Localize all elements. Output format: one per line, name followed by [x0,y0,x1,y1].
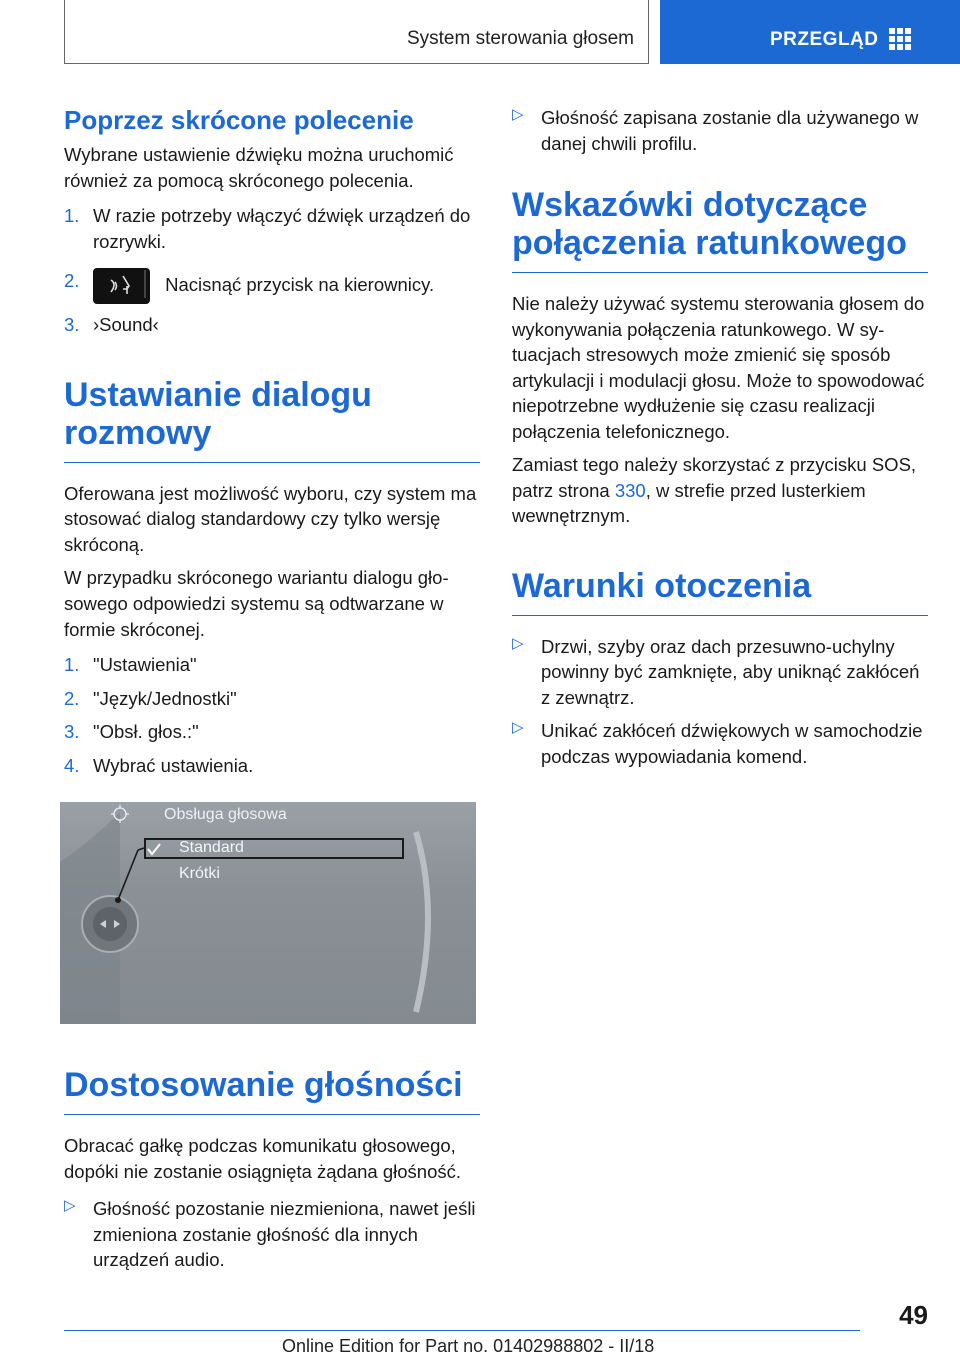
triangle-bullet-icon: ▷ [512,719,524,737]
profile-bullets [512,105,928,156]
shortcut-steps [64,203,480,338]
dialog-heading-block [64,376,480,463]
step-text: Wybrać ustawienia. [93,754,254,776]
step-item [64,652,480,678]
bullet-item [512,634,928,711]
bullet-text: Głośność zapisana zostanie dla używanego w danej chwili profilu. [541,107,919,154]
emergency-heading-block [512,186,928,273]
emergency-para-2-start: Zamiast tego należy skorzystać z przycisku SOS, patrz strona [512,454,917,501]
step-number: 2. [64,270,80,292]
step-text: "Obsł. głos.:" [93,721,199,743]
step-number: 1. [64,654,80,676]
emergency-heading: Wskazówki dotyczące połączenia ratunkowego [512,186,928,273]
overview-tab-label: PRZEGLĄD [770,29,879,50]
bullet-text: Unikać zakłóceń dźwiękowych w samochodzie podczas wypowiadania komend. [541,720,923,767]
step-item [64,719,480,745]
controller-graphic [60,802,476,1024]
bullet-item [512,718,928,769]
idrive-screen-image [60,802,476,1024]
step-item [64,686,480,712]
step-number: 1. [64,205,80,227]
page-number: 49 [899,1300,928,1330]
overview-tab[interactable] [660,0,960,64]
step-text: W razie potrzeby włączyć dźwięk urządzeń do rozrywki. [93,205,471,252]
triangle-bullet-icon: ▷ [512,106,524,123]
dialog-heading: Ustawianie dialogu rozmowy [64,376,480,463]
voice-button-icon [93,268,150,304]
bullet-item [64,1196,480,1273]
option-short: Krótki [179,865,220,883]
step-number: 2. [64,687,80,709]
bullet-text: Głośność pozostanie niezmieniona, nawet jeśli zmieniona zostanie głośność dla innych urządzeń audio. [93,1198,476,1271]
bullet-item [512,105,928,156]
step-text: Nacisnąć przycisk na kierownicy. [165,274,435,296]
volume-para: Obracać gałkę podczas komunikatu głosowego, dopóki nie zostanie osiągnięta żądana głośność. [64,1135,462,1182]
page-link[interactable]: 330 [614,479,646,501]
emergency-para-1: Nie należy używać systemu sterowania głosem do wykonywania połączenia ratunkowego. W sytuacjach stresowych może zmienić się sposób artykulacji i modulacji głosu. Może to spowodować niepotrzebne wydłużenie się czasu realizacji połączenia telefonicznego. [512,293,925,442]
footer-divider [64,1330,860,1331]
volume-heading: Dostosowanie głośności [64,1066,480,1115]
grid-icon [889,28,911,50]
step-number: 4. [64,754,80,776]
dialog-para-1: Oferowana jest możliwość wyboru, czy system ma stosować dialog standardowy czy tylko wersję skróconą. [64,482,477,555]
step-item [64,312,480,338]
dialog-para-2: W przypadku skróconego wariantu dialogu głosowego odpowiedzi systemu są odtwarzane w formie skróconej. [64,567,449,640]
step-text: "Ustawienia" [93,654,197,676]
conditions-heading: Warunki otoczenia [512,567,928,616]
section-title: System sterowania głosem [406,28,634,49]
step-number: 3. [64,721,80,743]
option-standard: Standard [179,839,244,857]
bullet-text: Drzwi, szyby oraz dach przesuwno-uchylny powinny być zamknięte, aby uniknąć zakłóceń z zewnątrz. [541,635,920,708]
step-item [64,268,480,304]
volume-bullets [64,1196,480,1273]
step-item [64,753,480,779]
step-item [64,203,480,254]
header-section-box [64,0,649,64]
triangle-bullet-icon: ▷ [64,1197,76,1215]
triangle-bullet-icon: ▷ [512,634,524,652]
dialog-steps [64,652,480,778]
step-number: 3. [64,314,80,336]
left-column [64,95,480,1281]
step-text: ›Sound‹ [93,314,159,336]
conditions-bullets [512,634,928,770]
edition-text: Online Edition for Part no. 01402988802 - II/18 [282,1336,655,1356]
conditions-heading-block [512,567,928,616]
shortcut-intro: Wybrane ustawienie dźwięku można uruchomić również za pomocą skróconego polecenia. [64,144,454,191]
volume-heading-block [64,1066,480,1115]
step-text: "Język/Jednostki" [93,687,237,709]
screen-title: Obsługa głosowa [164,806,287,824]
emergency-para-2 [512,452,928,529]
right-column [512,95,928,777]
emergency-para-2-end: , w strefie przed lusterkiem wewnętrznym. [512,479,866,527]
shortcut-heading: Poprzez skrócone polecenie [64,105,414,135]
